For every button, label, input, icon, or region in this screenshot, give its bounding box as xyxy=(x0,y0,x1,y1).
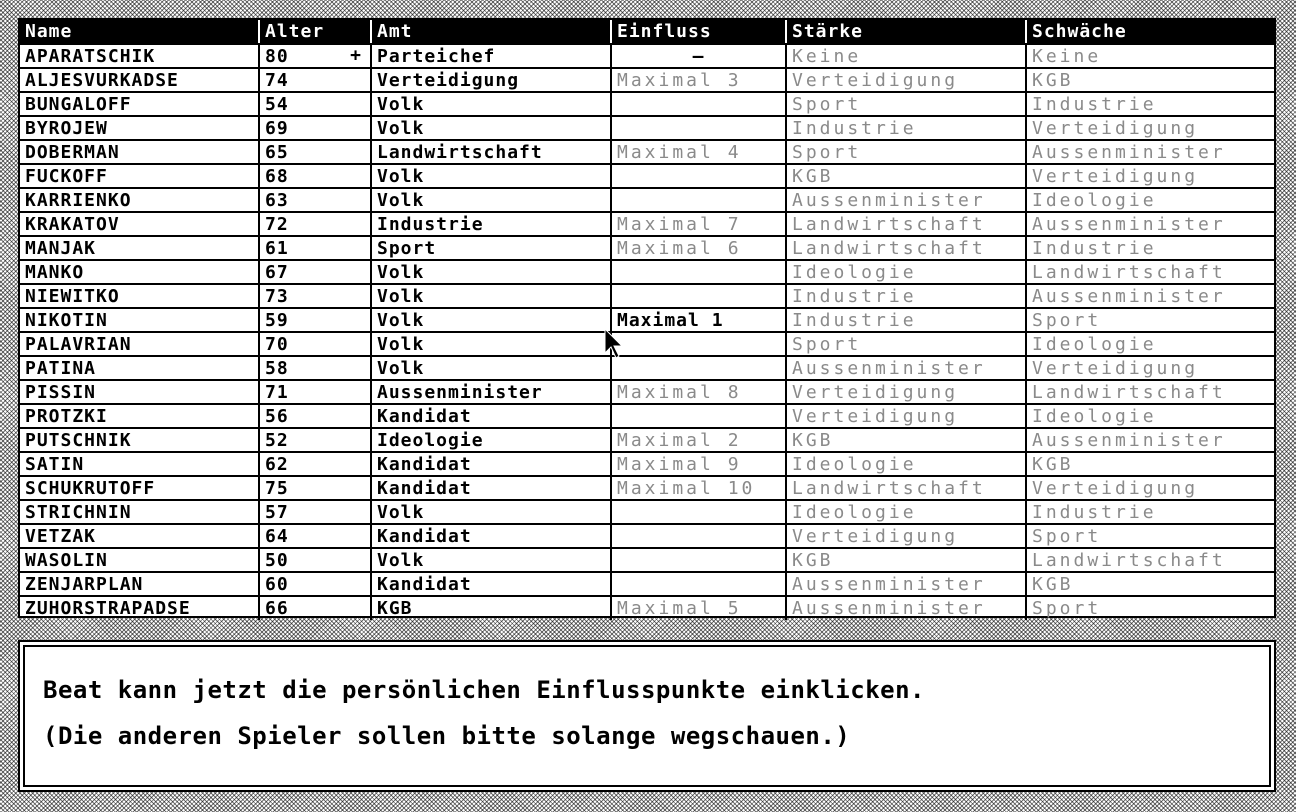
politician-name: PISSIN xyxy=(20,380,259,404)
politician-strength: Verteidigung xyxy=(786,524,1026,548)
politician-office: Aussenminister xyxy=(371,380,611,404)
politician-office: KGB xyxy=(371,596,611,620)
politician-weakness: Ideologie xyxy=(1026,404,1274,428)
politician-age-value: 75 xyxy=(265,477,289,499)
politician-weakness: Aussenminister xyxy=(1026,212,1274,236)
politician-row[interactable] xyxy=(20,548,1274,572)
politician-name: ALJESVURKADSE xyxy=(20,68,259,92)
politician-influence[interactable] xyxy=(611,260,786,284)
politician-weakness: Landwirtschaft xyxy=(1026,260,1274,284)
politician-age xyxy=(259,212,371,236)
column-header-influence: Einfluss xyxy=(611,20,786,44)
politician-strength: Keine xyxy=(786,44,1026,68)
politician-weakness: KGB xyxy=(1026,68,1274,92)
politician-name: WASOLIN xyxy=(20,548,259,572)
politician-strength: Aussenminister xyxy=(786,188,1026,212)
politician-strength: KGB xyxy=(786,164,1026,188)
politician-row[interactable] xyxy=(20,236,1274,260)
politician-strength: Verteidigung xyxy=(786,404,1026,428)
politician-strength: Aussenminister xyxy=(786,572,1026,596)
politician-office: Kandidat xyxy=(371,476,611,500)
politician-age-value: 70 xyxy=(265,333,289,355)
politician-office: Kandidat xyxy=(371,572,611,596)
politician-weakness: Sport xyxy=(1026,308,1274,332)
politician-office: Volk xyxy=(371,548,611,572)
politician-row[interactable] xyxy=(20,116,1274,140)
politician-name: BUNGALOFF xyxy=(20,92,259,116)
politician-office: Volk xyxy=(371,356,611,380)
politician-office: Volk xyxy=(371,116,611,140)
politician-influence[interactable] xyxy=(611,548,786,572)
politician-age-value: 60 xyxy=(265,573,289,595)
politician-strength: Sport xyxy=(786,140,1026,164)
politician-strength: Industrie xyxy=(786,284,1026,308)
politician-strength: Aussenminister xyxy=(786,356,1026,380)
politician-strength: Industrie xyxy=(786,116,1026,140)
politician-name: ZENJARPLAN xyxy=(20,572,259,596)
message-box xyxy=(23,645,1271,787)
politician-age xyxy=(259,308,371,332)
politician-age-value: 61 xyxy=(265,237,289,259)
politician-age xyxy=(259,284,371,308)
politician-weakness: Sport xyxy=(1026,524,1274,548)
politician-influence[interactable]: Maximal 9 xyxy=(611,452,786,476)
politician-strength: Verteidigung xyxy=(786,68,1026,92)
politician-office: Industrie xyxy=(371,212,611,236)
politician-office: Sport xyxy=(371,236,611,260)
politician-row[interactable] xyxy=(20,332,1274,356)
politician-age xyxy=(259,524,371,548)
politician-influence[interactable] xyxy=(611,92,786,116)
politician-strength: Sport xyxy=(786,92,1026,116)
politician-office: Volk xyxy=(371,500,611,524)
politician-name: FUCKOFF xyxy=(20,164,259,188)
politician-age-value: 69 xyxy=(265,117,289,139)
politician-influence[interactable]: Maximal 3 xyxy=(611,68,786,92)
politician-name: PROTZKI xyxy=(20,404,259,428)
politician-influence[interactable]: Maximal 2 xyxy=(611,428,786,452)
arrow-cursor-icon xyxy=(604,328,626,360)
politician-row[interactable] xyxy=(20,164,1274,188)
message-panel xyxy=(18,640,1276,792)
politician-age-value: 56 xyxy=(265,405,289,427)
politician-office: Ideologie xyxy=(371,428,611,452)
politician-age-value: 66 xyxy=(265,598,289,619)
politician-influence[interactable] xyxy=(611,572,786,596)
politician-name: DOBERMAN xyxy=(20,140,259,164)
politician-weakness: KGB xyxy=(1026,452,1274,476)
politician-weakness: Verteidigung xyxy=(1026,476,1274,500)
politician-age-value: 54 xyxy=(265,93,289,115)
politician-influence[interactable] xyxy=(611,356,786,380)
politician-influence[interactable] xyxy=(611,116,786,140)
politician-row[interactable] xyxy=(20,284,1274,308)
column-header-name: Name xyxy=(20,20,259,44)
politician-row[interactable] xyxy=(20,524,1274,548)
politician-name: KARRIENKO xyxy=(20,188,259,212)
politician-name: SCHUKRUTOFF xyxy=(20,476,259,500)
politician-name: NIKOTIN xyxy=(20,308,259,332)
politician-row[interactable] xyxy=(20,212,1274,236)
politician-row[interactable] xyxy=(20,308,1274,332)
politician-age xyxy=(259,572,371,596)
politician-office: Volk xyxy=(371,92,611,116)
politician-age-value: 57 xyxy=(265,501,289,523)
politician-row[interactable] xyxy=(20,596,1274,620)
politician-weakness: Ideologie xyxy=(1026,332,1274,356)
politician-row[interactable] xyxy=(20,428,1274,452)
politician-weakness: Industrie xyxy=(1026,236,1274,260)
politician-name: NIEWITKO xyxy=(20,284,259,308)
column-header-age: Alter xyxy=(259,20,371,44)
politician-office: Volk xyxy=(371,284,611,308)
politician-strength: Aussenminister xyxy=(786,596,1026,620)
politician-age xyxy=(259,44,371,68)
politician-office: Kandidat xyxy=(371,524,611,548)
politician-name: SATIN xyxy=(20,452,259,476)
politician-influence[interactable] xyxy=(611,500,786,524)
politician-weakness: Aussenminister xyxy=(1026,140,1274,164)
politician-row[interactable] xyxy=(20,44,1274,68)
politician-age xyxy=(259,404,371,428)
politician-weakness: Aussenminister xyxy=(1026,284,1274,308)
politician-name: MANJAK xyxy=(20,236,259,260)
politician-row[interactable] xyxy=(20,68,1274,92)
politician-weakness: Verteidigung xyxy=(1026,164,1274,188)
column-header-office: Amt xyxy=(371,20,611,44)
politician-row[interactable] xyxy=(20,452,1274,476)
politician-row[interactable] xyxy=(20,476,1274,500)
politician-age-value: 71 xyxy=(265,381,289,403)
politician-age-value: 68 xyxy=(265,165,289,187)
politician-name: PALAVRIAN xyxy=(20,332,259,356)
politician-name: VETZAK xyxy=(20,524,259,548)
politician-strength: Landwirtschaft xyxy=(786,236,1026,260)
politician-influence[interactable] xyxy=(611,188,786,212)
politician-influence[interactable]: — xyxy=(611,44,786,68)
politician-age xyxy=(259,236,371,260)
politician-weakness: Keine xyxy=(1026,44,1274,68)
politician-age-value: 52 xyxy=(265,429,289,451)
politician-age-value: 74 xyxy=(265,69,289,91)
politician-age xyxy=(259,140,371,164)
politician-strength: Ideologie xyxy=(786,500,1026,524)
column-header-weakness: Schwäche xyxy=(1026,20,1274,44)
politician-office: Volk xyxy=(371,164,611,188)
politician-office: Landwirtschaft xyxy=(371,140,611,164)
politician-strength: KGB xyxy=(786,428,1026,452)
politician-age xyxy=(259,116,371,140)
politician-row[interactable] xyxy=(20,356,1274,380)
politician-name: STRICHNIN xyxy=(20,500,259,524)
politician-age xyxy=(259,476,371,500)
politician-influence[interactable] xyxy=(611,284,786,308)
politician-age-value: 65 xyxy=(265,141,289,163)
politician-influence[interactable]: Maximal 5 xyxy=(611,596,786,620)
politician-age xyxy=(259,260,371,284)
politician-weakness: Landwirtschaft xyxy=(1026,380,1274,404)
politician-age-value: 80 xyxy=(265,45,289,67)
politician-row[interactable] xyxy=(20,140,1274,164)
politician-strength: Industrie xyxy=(786,308,1026,332)
politician-strength: Sport xyxy=(786,332,1026,356)
politician-name: MANKO xyxy=(20,260,259,284)
politician-weakness: Verteidigung xyxy=(1026,356,1274,380)
politician-office: Kandidat xyxy=(371,452,611,476)
politician-row[interactable] xyxy=(20,260,1274,284)
politician-age xyxy=(259,188,371,212)
politician-row[interactable] xyxy=(20,572,1274,596)
politician-office: Volk xyxy=(371,308,611,332)
politician-influence[interactable]: Maximal 1 xyxy=(611,308,786,332)
politician-name: PUTSCHNIK xyxy=(20,428,259,452)
politburo-table-panel xyxy=(18,18,1276,618)
politician-strength: KGB xyxy=(786,548,1026,572)
politician-office: Volk xyxy=(371,188,611,212)
politician-age xyxy=(259,452,371,476)
politician-age-value: 63 xyxy=(265,189,289,211)
politician-strength: Ideologie xyxy=(786,260,1026,284)
politician-age-value: 59 xyxy=(265,309,289,331)
politician-influence[interactable]: Maximal 7 xyxy=(611,212,786,236)
politician-age xyxy=(259,356,371,380)
politician-weakness: Industrie xyxy=(1026,500,1274,524)
politician-weakness: Verteidigung xyxy=(1026,116,1274,140)
politician-name: BYROJEW xyxy=(20,116,259,140)
politician-influence[interactable]: Maximal 10 xyxy=(611,476,786,500)
politician-influence[interactable]: Maximal 4 xyxy=(611,140,786,164)
message-line-1: Beat kann jetzt die persönlichen Einflusspunkte einklicken. xyxy=(43,676,926,704)
politician-age-value: 50 xyxy=(265,549,289,571)
politician-influence[interactable]: Maximal 8 xyxy=(611,380,786,404)
politburo-table xyxy=(20,20,1274,620)
politician-weakness: Ideologie xyxy=(1026,188,1274,212)
politician-age-value: 62 xyxy=(265,453,289,475)
politician-age xyxy=(259,332,371,356)
column-header-strength: Stärke xyxy=(786,20,1026,44)
politician-influence[interactable] xyxy=(611,332,786,356)
politician-weakness: KGB xyxy=(1026,572,1274,596)
politician-strength: Landwirtschaft xyxy=(786,212,1026,236)
politician-weakness: Sport xyxy=(1026,596,1274,620)
politician-influence[interactable] xyxy=(611,404,786,428)
politician-name: KRAKATOV xyxy=(20,212,259,236)
politician-row[interactable] xyxy=(20,380,1274,404)
politician-age xyxy=(259,500,371,524)
politician-age xyxy=(259,548,371,572)
politician-age xyxy=(259,68,371,92)
politician-age-value: 73 xyxy=(265,285,289,307)
party-leader-marker: + xyxy=(350,45,362,66)
politician-office: Volk xyxy=(371,332,611,356)
politician-age xyxy=(259,380,371,404)
politician-name: APARATSCHIK xyxy=(20,44,259,68)
politician-name: ZUHORSTRAPADSE xyxy=(25,598,191,619)
politician-row[interactable] xyxy=(20,500,1274,524)
politician-weakness: Landwirtschaft xyxy=(1026,548,1274,572)
politician-row[interactable] xyxy=(20,188,1274,212)
politician-influence[interactable] xyxy=(611,164,786,188)
politician-age xyxy=(259,428,371,452)
politician-age-value: 64 xyxy=(265,525,289,547)
politician-strength: Ideologie xyxy=(786,452,1026,476)
politician-strength: Verteidigung xyxy=(786,380,1026,404)
politician-strength: Landwirtschaft xyxy=(786,476,1026,500)
politician-influence[interactable] xyxy=(611,524,786,548)
politician-influence[interactable]: Maximal 6 xyxy=(611,236,786,260)
politician-weakness: Industrie xyxy=(1026,92,1274,116)
politician-age xyxy=(259,596,371,620)
table-header-row xyxy=(20,20,1274,44)
politician-row[interactable] xyxy=(20,92,1274,116)
politician-weakness: Aussenminister xyxy=(1026,428,1274,452)
politician-office: Kandidat xyxy=(371,404,611,428)
politician-office: Verteidigung xyxy=(371,68,611,92)
message-line-2: (Die anderen Spieler sollen bitte solange wegschauen.) xyxy=(43,722,851,750)
politician-office: Parteichef xyxy=(371,44,611,68)
politician-age-value: 67 xyxy=(265,261,289,283)
politician-age xyxy=(259,92,371,116)
politician-office: Volk xyxy=(371,260,611,284)
politician-row[interactable] xyxy=(20,404,1274,428)
politician-age xyxy=(259,164,371,188)
politician-age-value: 58 xyxy=(265,357,289,379)
politician-name: PATINA xyxy=(20,356,259,380)
politician-age-value: 72 xyxy=(265,213,289,235)
